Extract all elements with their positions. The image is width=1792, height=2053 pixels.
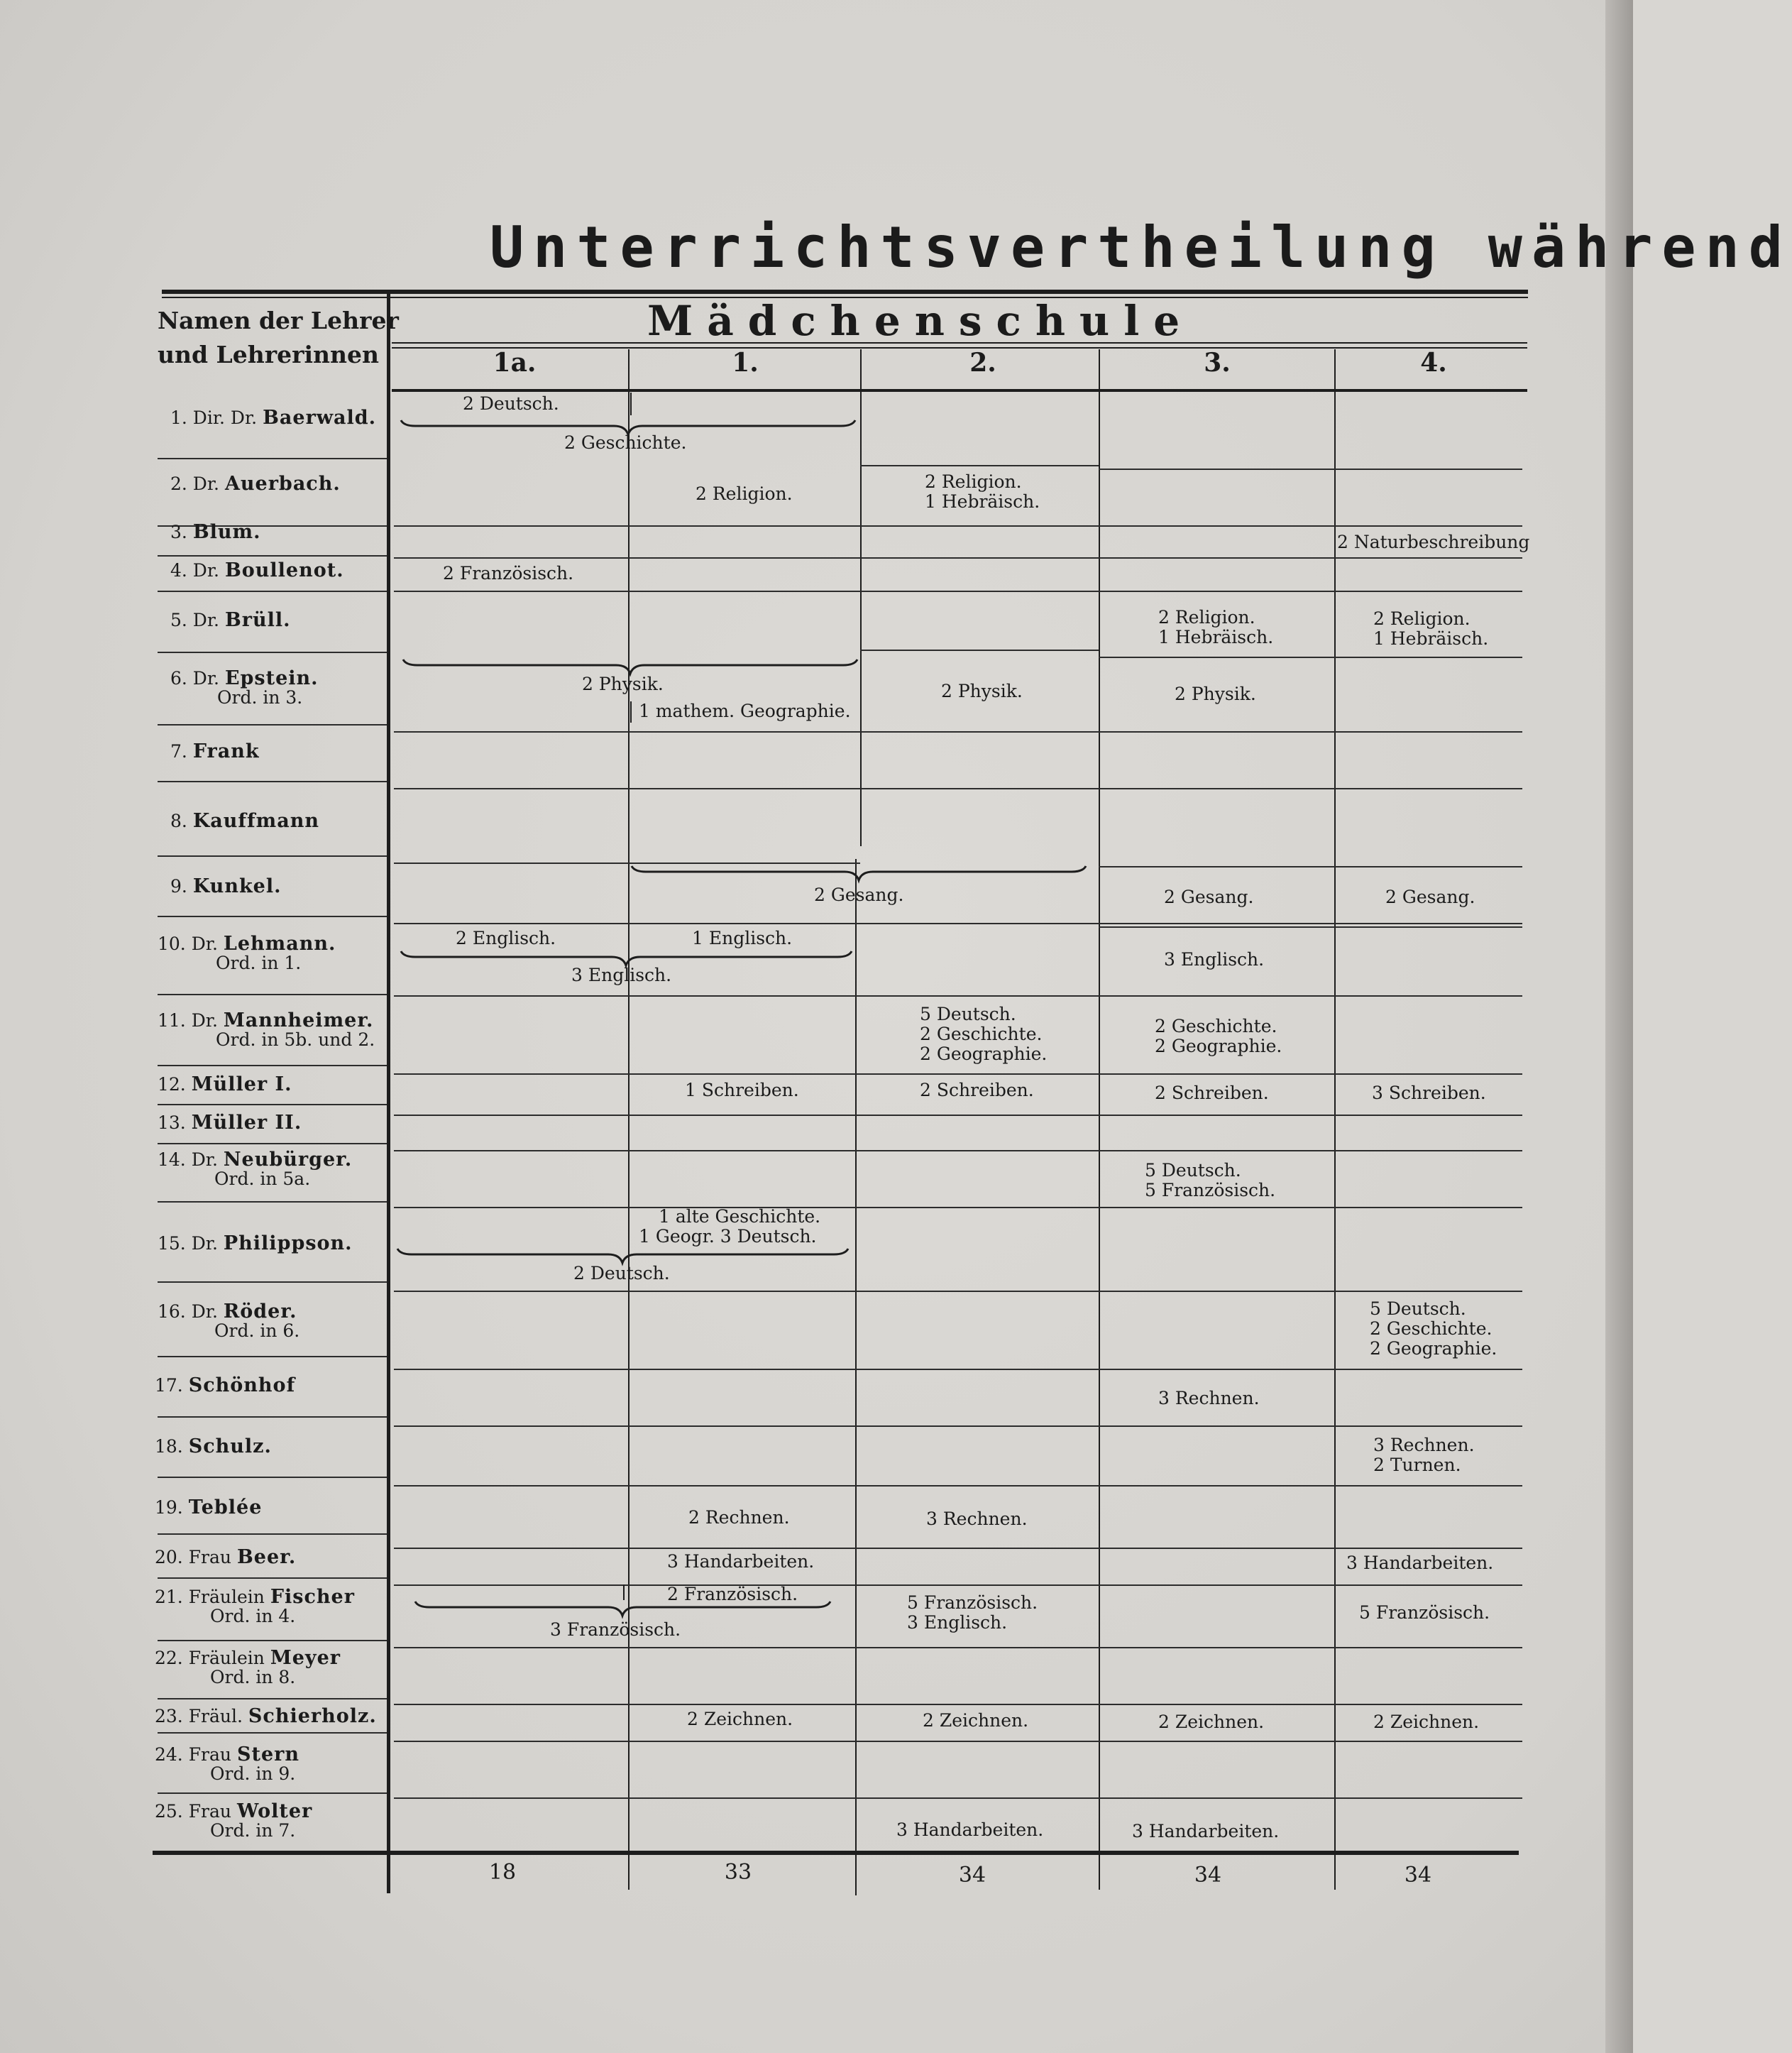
row-rule — [394, 1207, 1522, 1208]
row-rule — [394, 1741, 1522, 1742]
total-1a: 18 — [488, 1860, 517, 1885]
cell-line: 5 Deutsch. — [1370, 1298, 1466, 1319]
row-rule — [394, 1647, 1522, 1648]
teacher-1: 1. Dir. Dr. Baerwald. — [170, 407, 377, 429]
cell-schierholz-1: 2 Zeichnen. — [687, 1709, 793, 1729]
row-rule — [158, 916, 387, 917]
cell-baerwald-joint: 2 Geschichte. — [564, 432, 687, 453]
row-rule — [1099, 926, 1522, 928]
column-divider — [628, 349, 630, 1890]
row-rule — [860, 650, 1099, 651]
cell-line: 1 Hebräisch. — [1373, 628, 1489, 649]
cell-lehmann-3: 3 Englisch. — [1164, 949, 1265, 970]
cell-line: 2 Religion. — [1158, 607, 1255, 628]
brace — [632, 863, 1086, 885]
row-rule — [158, 1065, 387, 1066]
teacher-6: 6. Dr. Epstein. Ord. in 3. — [170, 667, 319, 708]
cell-tick — [623, 1584, 625, 1600]
cell-line: 5 Deutsch. — [1145, 1160, 1241, 1181]
teacher-25: 25. Frau Wolter Ord. in 7. — [155, 1800, 313, 1841]
cell-tick — [630, 393, 632, 415]
school-header: Mädchenschule — [647, 297, 1194, 345]
teacher-7: 7. Frank — [170, 740, 260, 762]
cell-kunkel-4: 2 Gesang. — [1385, 887, 1475, 907]
cell-lehmann-1a: 2 Englisch. — [456, 928, 556, 948]
row-rule — [158, 1104, 387, 1105]
teacher-20: 20. Frau Beer. — [155, 1546, 297, 1568]
cell-epstein-3: 2 Physik. — [1175, 684, 1256, 704]
cell-wolter-2: 3 Handarbeiten. — [896, 1819, 1044, 1840]
cell-line: 2 Geographie. — [1155, 1036, 1282, 1056]
cell-line: 2 Religion. — [1373, 608, 1471, 629]
row-rule — [158, 458, 387, 459]
teacher-22: 22. Fräulein Meyer Ord. in 8. — [155, 1647, 341, 1687]
row-rule — [158, 591, 387, 592]
cell-epstein-joint: 2 Physik. — [582, 674, 664, 694]
cell-line: 3 Rechnen. — [1373, 1435, 1475, 1455]
row-rule — [158, 1533, 387, 1535]
cell-schierholz-2: 2 Zeichnen. — [923, 1710, 1029, 1731]
cell-line: 2 Geschichte. — [920, 1024, 1043, 1044]
cell-mueller1-3: 2 Schreiben. — [1155, 1083, 1269, 1103]
page-title: Unterrichtsvertheilung während — [490, 214, 1792, 280]
column-header-2: 2. — [969, 348, 996, 378]
teacher-16: 16. Dr. Röder. Ord. in 6. — [158, 1301, 300, 1341]
cell-boullenot-1a: 2 Französisch. — [443, 563, 574, 584]
bottom-rule-thick — [153, 1851, 1519, 1855]
cell-mueller1-1: 1 Schreiben. — [685, 1080, 799, 1100]
cell-line: 2 Geographie. — [920, 1044, 1048, 1064]
cell-line: 5 Französisch. — [907, 1592, 1038, 1613]
teacher-4: 4. Dr. Boullenot. — [170, 559, 344, 581]
row-rule — [1099, 525, 1522, 527]
cell-philippson-joint: 2 Deutsch. — [573, 1263, 670, 1283]
cell-teblee-2: 3 Rechnen. — [926, 1509, 1028, 1529]
column-divider — [1099, 349, 1100, 1890]
cell-fischer-2 — [907, 1593, 1038, 1633]
row-rule — [1099, 657, 1522, 658]
row-rule — [158, 1792, 387, 1794]
cell-bruell-3 — [1158, 608, 1273, 647]
cell-beer-4: 3 Handarbeiten. — [1346, 1553, 1494, 1573]
teacher-8: 8. Kauffmann — [170, 810, 319, 832]
row-rule — [1334, 469, 1522, 470]
names-header-line1: Namen der Lehrer — [158, 307, 399, 334]
teacher-13: 13. Müller II. — [158, 1112, 302, 1134]
cell-lehmann-1: 1 Englisch. — [692, 928, 793, 948]
teacher-10: 10. Dr. Lehmann. Ord. in 1. — [158, 933, 336, 973]
row-rule — [158, 1356, 387, 1357]
cell-schierholz-4: 2 Zeichnen. — [1373, 1712, 1480, 1732]
cell-roeder-4 — [1370, 1299, 1497, 1359]
row-rule — [394, 1797, 1522, 1799]
row-rule — [860, 465, 1099, 466]
names-column-header — [158, 304, 399, 372]
cell-line: 1 Hebräisch. — [1158, 627, 1274, 647]
row-rule — [158, 652, 387, 653]
cell-lehmann-joint: 3 Englisch. — [571, 965, 672, 985]
cell-line: 1 Geogr. 3 Deutsch. — [639, 1226, 817, 1247]
total-1: 33 — [724, 1860, 752, 1885]
cell-fischer-joint: 3 Französisch. — [550, 1619, 681, 1640]
teacher-5: 5. Dr. Brüll. — [170, 609, 291, 631]
row-rule — [1099, 866, 1522, 867]
teacher-23: 23. Fräul. Schierholz. — [155, 1705, 377, 1727]
cell-auerbach-1: 2 Religion. — [696, 483, 793, 504]
teacher-14: 14. Dr. Neubürger. Ord. in 5a. — [158, 1149, 353, 1189]
column-divider — [855, 859, 857, 1895]
column-header-1: 1. — [732, 348, 759, 378]
row-rule — [158, 781, 387, 782]
cell-kunkel-joint: 2 Gesang. — [814, 885, 904, 905]
cell-teblee-1: 2 Rechnen. — [688, 1507, 790, 1528]
cell-line: 2 Geographie. — [1370, 1338, 1497, 1359]
cell-line: 2 Geschichte. — [1370, 1318, 1493, 1339]
cell-epstein-2: 2 Physik. — [941, 681, 1023, 701]
row-rule — [394, 525, 1099, 527]
column-header-4: 4. — [1420, 348, 1447, 378]
row-rule — [394, 557, 1522, 559]
row-rule — [158, 1732, 387, 1734]
row-rule — [394, 1115, 1522, 1116]
row-rule — [394, 995, 1522, 997]
row-rule — [158, 994, 387, 995]
row-rule — [394, 1548, 1522, 1549]
row-rule — [394, 923, 1522, 924]
row-rule — [158, 1477, 387, 1478]
cell-mueller1-4: 3 Schreiben. — [1372, 1083, 1486, 1103]
cell-line: 5 Deutsch. — [920, 1004, 1016, 1024]
row-rule — [394, 1704, 1522, 1705]
row-rule — [394, 1150, 1522, 1151]
cell-mannheimer-3 — [1155, 1017, 1282, 1056]
row-rule — [394, 1291, 1522, 1292]
row-rule — [394, 591, 1522, 592]
cell-beer-1: 3 Handarbeiten. — [667, 1551, 815, 1572]
cell-schoenhof-3: 3 Rechnen. — [1158, 1388, 1260, 1408]
column-divider — [1334, 349, 1336, 1890]
teacher-3: 3. Blum. — [170, 521, 261, 543]
row-rule — [158, 1577, 387, 1579]
row-rule — [158, 724, 387, 726]
cell-schierholz-3: 2 Zeichnen. — [1158, 1712, 1265, 1732]
row-rule — [158, 1143, 387, 1144]
cell-auerbach-2 — [925, 472, 1040, 512]
row-rule — [394, 1485, 1522, 1487]
cell-fischer-1: 2 Französisch. — [667, 1584, 798, 1604]
teacher-12: 12. Müller I. — [158, 1073, 292, 1095]
teacher-17: 17. Schönhof — [155, 1374, 296, 1396]
cell-line: 5 Französisch. — [1145, 1180, 1276, 1200]
names-header-line2: und Lehrerinnen — [158, 341, 380, 368]
row-rule — [394, 1425, 1522, 1427]
cell-mannheimer-2 — [920, 1004, 1047, 1064]
page-edge — [1605, 0, 1633, 2053]
row-rule — [394, 1073, 1522, 1075]
teacher-18: 18. Schulz. — [155, 1435, 272, 1457]
header-rule — [392, 389, 1527, 392]
row-rule — [394, 1369, 1522, 1370]
row-rule — [158, 1698, 387, 1699]
row-rule — [158, 1281, 387, 1283]
total-4: 34 — [1404, 1863, 1432, 1888]
teacher-2: 2. Dr. Auerbach. — [170, 473, 341, 495]
teacher-9: 9. Kunkel. — [170, 875, 282, 897]
cell-philippson-1 — [639, 1207, 820, 1247]
cell-fischer-4: 5 Französisch. — [1359, 1602, 1490, 1623]
total-2: 34 — [958, 1863, 986, 1888]
row-rule — [1099, 469, 1334, 470]
cell-wolter-3: 3 Handarbeiten. — [1132, 1821, 1280, 1841]
names-divider — [387, 292, 390, 1893]
cell-line: 3 Englisch. — [907, 1612, 1008, 1633]
cell-tick — [630, 701, 632, 723]
teacher-24: 24. Frau Stern Ord. in 9. — [155, 1743, 299, 1784]
row-rule — [158, 1201, 387, 1203]
column-divider — [860, 349, 862, 846]
cell-kunkel-3: 2 Gesang. — [1164, 887, 1254, 907]
cell-schulz-4 — [1373, 1435, 1475, 1475]
row-rule — [158, 855, 387, 857]
row-rule — [158, 1640, 387, 1641]
cell-epstein-1: 1 mathem. Geographie. — [639, 701, 851, 721]
cell-bruell-4 — [1373, 609, 1488, 649]
cell-mueller1-2: 2 Schreiben. — [920, 1080, 1034, 1100]
title-rule-thick — [162, 290, 1528, 294]
teacher-11: 11. Dr. Mannheimer. Ord. in 5b. und 2. — [158, 1009, 375, 1050]
cell-line: 1 Hebräisch. — [925, 491, 1040, 512]
row-rule — [394, 788, 1522, 789]
cell-line: 2 Religion. — [925, 471, 1022, 492]
teacher-21: 21. Fräulein Fischer Ord. in 4. — [155, 1586, 355, 1626]
cell-tick — [855, 927, 857, 947]
row-rule — [158, 1416, 387, 1418]
column-header-3: 3. — [1204, 348, 1231, 378]
row-rule — [394, 1584, 1522, 1586]
row-rule — [394, 731, 1522, 733]
cell-line: 2 Geschichte. — [1155, 1016, 1277, 1036]
cell-blum-4: 2 Naturbeschreibung — [1337, 532, 1530, 552]
total-3: 34 — [1194, 1863, 1222, 1888]
column-header-1a: 1a. — [493, 348, 537, 378]
teacher-19: 19. Teblée — [155, 1496, 263, 1518]
row-rule — [158, 555, 387, 557]
cell-baerwald-1a: 2 Deutsch. — [463, 393, 559, 414]
cell-line: 1 alte Geschichte. — [659, 1206, 821, 1227]
cell-neubuerger-3 — [1145, 1161, 1275, 1200]
cell-line: 2 Turnen. — [1373, 1455, 1461, 1475]
teacher-15: 15. Dr. Philippson. — [158, 1232, 353, 1254]
